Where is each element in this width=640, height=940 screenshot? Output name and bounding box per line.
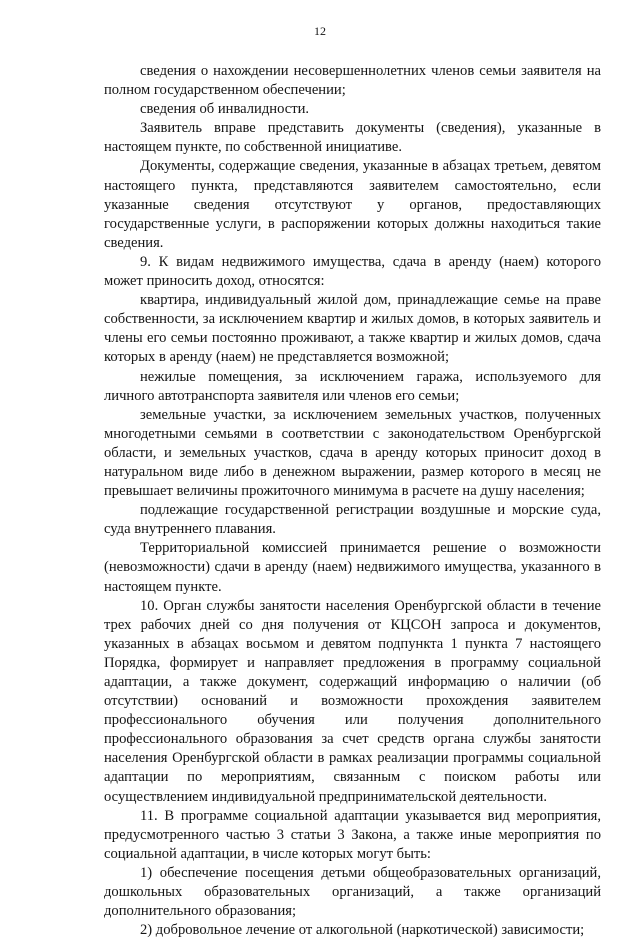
paragraph: 10. Орган службы занятости населения Оренбургской области в течение трех рабочих дней со дня получения от КЦСОН запроса и документов, указанных в абзацах восьмом и девятом подпункта 1 пункта 7 настоящего Порядка, формирует и направляет предложения в программу социальной адаптации, а также документ, содержащий информацию о наличии (об отсутствии) оснований и возможности прохождения заявителем профессионального обучения или получения дополнительного профессионального образования за счет средств органа службы занятости населения Оренбургской области в рамках реализации программы социальной адаптации по мероприятиям, связанным с поиском работы или осуществлением индивидуальной предпринимательской деятельности. — [104, 597, 601, 805]
paragraph: земельные участки, за исключением земельных участков, полученных многодетными семьями в соответствии с законодательством Оренбургской области, и земельных участков, сдача в аренду которых приносит доход в натуральном виде либо в денежном выражении, размер которого в месяц не превышает величины прожиточного минимума в расчете на душу населения; — [104, 406, 601, 500]
paragraph: квартира, индивидуальный жилой дом, принадлежащие семье на праве собственности, за исключением квартир и жилых домов, в которых заявитель и члены его семьи постоянно проживают, а также квартир и жилых домов, сдача которых в аренду (наем) не представляется возможной; — [104, 292, 601, 366]
paragraph: сведения о нахождении несовершеннолетних членов семьи заявителя на полном государственном обеспечении; — [104, 63, 601, 99]
paragraph: 11. В программе социальной адаптации указывается вид мероприятия, предусмотренного частью 3 статьи 3 Закона, а также иные мероприятия по социальной адаптации, в числе которых могут быть: — [104, 807, 601, 862]
paragraph: 1) обеспечение посещения детьми общеобразовательных организаций, дошкольных образовательных организаций, а также организаций дополнительного образования; — [104, 864, 601, 920]
paragraph: нежилые помещения, за исключением гаража, используемого для личного автотранспорта заявителя или членов его семьи; — [104, 368, 601, 404]
page-number: 12 — [314, 24, 326, 38]
paragraph: 2) добровольное лечение от алкогольной (наркотической) зависимости; — [140, 922, 585, 939]
paragraph: сведения об инвалидности. — [140, 101, 310, 118]
paragraph: Документы, содержащие сведения, указанные в абзацах третьем, девятом настоящего пункта, представляются заявителем самостоятельно, если указанные сведения отсутствуют у органов, предоставляющих государственные услуги, в распоряжении которых должны находиться такие сведения. — [104, 158, 601, 251]
page-body — [104, 62, 601, 940]
paragraph: Территориальной комиссией принимается решение о возможности (невозможности) сдачи в аренду (наем) недвижимого имущества, указанного в настоящем пункте. — [104, 540, 601, 595]
paragraph: 9. К видам недвижимого имущества, сдача в аренду (наем) которого может приносить доход, относятся: — [104, 253, 601, 290]
paragraph: Заявитель вправе представить документы (сведения), указанные в настоящем пункте, по собственной инициативе. — [104, 120, 601, 156]
paragraph: подлежащие государственной регистрации воздушные и морские суда, суда внутреннего плавания. — [104, 502, 601, 538]
